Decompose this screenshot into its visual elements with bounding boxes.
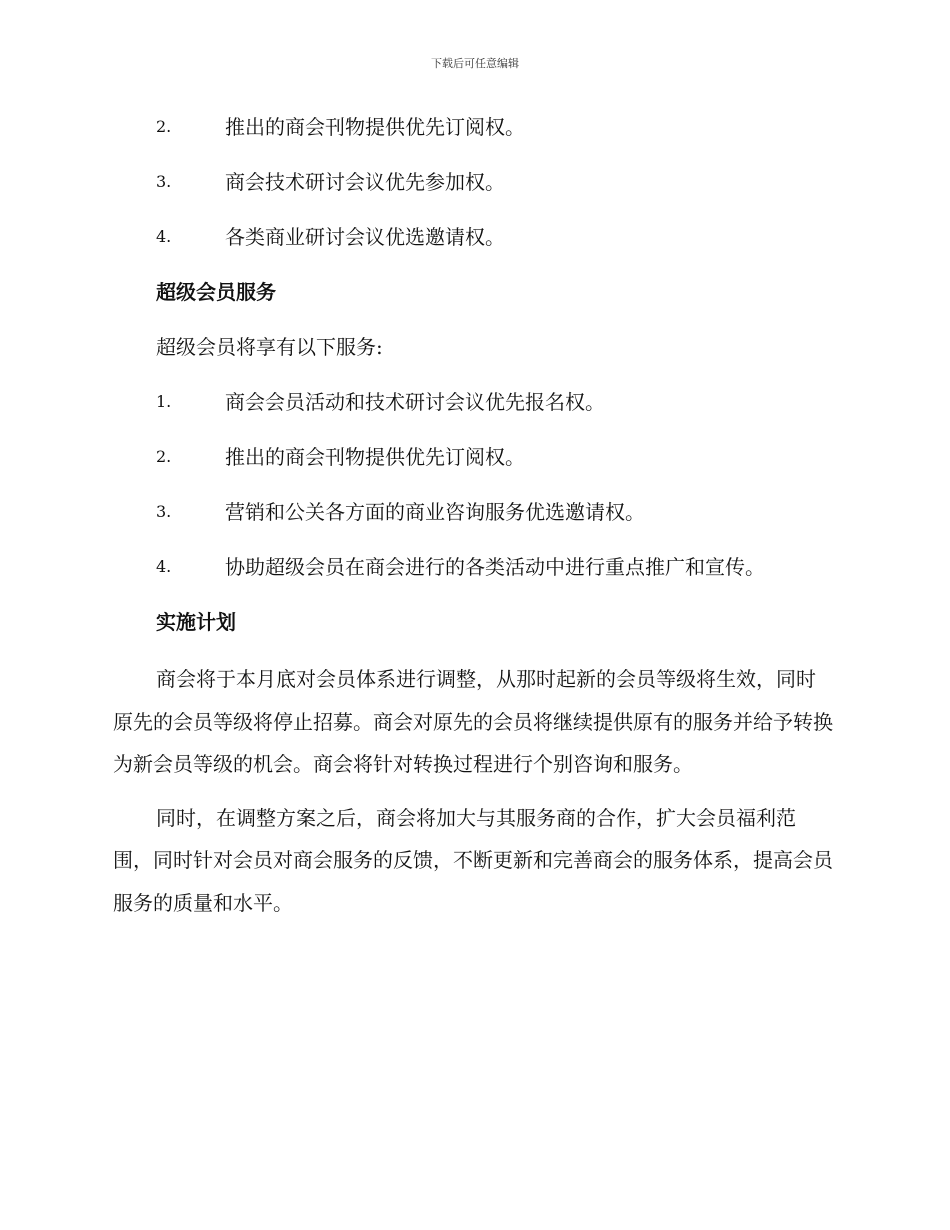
list-number: 4. bbox=[156, 557, 172, 576]
benefit-list bbox=[113, 108, 833, 273]
list-number: 1. bbox=[156, 392, 172, 411]
list-item bbox=[113, 548, 833, 603]
plan-paragraph: 商会将于本月底对会员体系进行调整，从那时起新的会员等级将生效，同时原先的会员等级将停止招募。商会对原先的会员将继续提供原有的服务并给予转换为新会员等级的机会。商会将针对转换过程进行个别咨询和服务。 bbox=[113, 667, 833, 776]
list-text: 协助超级会员在商会进行的各类活动中进行重点推广和宣传。 bbox=[225, 555, 765, 579]
list-text: 营销和公关各方面的商业咨询服务优选邀请权。 bbox=[225, 500, 645, 524]
list-text: 商会会员活动和技术研讨会议优先报名权。 bbox=[225, 390, 605, 414]
list-text: 推出的商会刊物提供优先订阅权。 bbox=[225, 445, 525, 469]
list-item bbox=[113, 383, 833, 438]
plan-paragraph: 同时，在调整方案之后，商会将加大与其服务商的合作，扩大会员福利范围，同时针对会员对商会服务的反馈，不断更新和完善商会的服务体系，提高会员服务的质量和水平。 bbox=[113, 805, 833, 915]
list-number: 4. bbox=[156, 227, 172, 246]
list-item bbox=[113, 493, 833, 548]
page-header: 下载后可任意编辑 bbox=[431, 57, 519, 70]
super-member-intro: 超级会员将享有以下服务: bbox=[156, 335, 383, 359]
list-number: 2. bbox=[156, 447, 172, 466]
list-item bbox=[113, 218, 833, 273]
section-title-implementation-plan: 实施计划 bbox=[156, 610, 236, 634]
super-member-service-list bbox=[113, 383, 833, 603]
list-item bbox=[113, 108, 833, 163]
list-number: 3. bbox=[156, 172, 172, 191]
list-number: 2. bbox=[156, 117, 172, 136]
list-item bbox=[113, 163, 833, 218]
list-number: 3. bbox=[156, 502, 172, 521]
document-content bbox=[113, 108, 833, 935]
list-text: 商会技术研讨会议优先参加权。 bbox=[225, 170, 505, 194]
list-item bbox=[113, 438, 833, 493]
list-text: 各类商业研讨会议优选邀请权。 bbox=[225, 225, 505, 249]
section-title-super-member: 超级会员服务 bbox=[156, 280, 276, 304]
list-text: 推出的商会刊物提供优先订阅权。 bbox=[225, 115, 525, 139]
